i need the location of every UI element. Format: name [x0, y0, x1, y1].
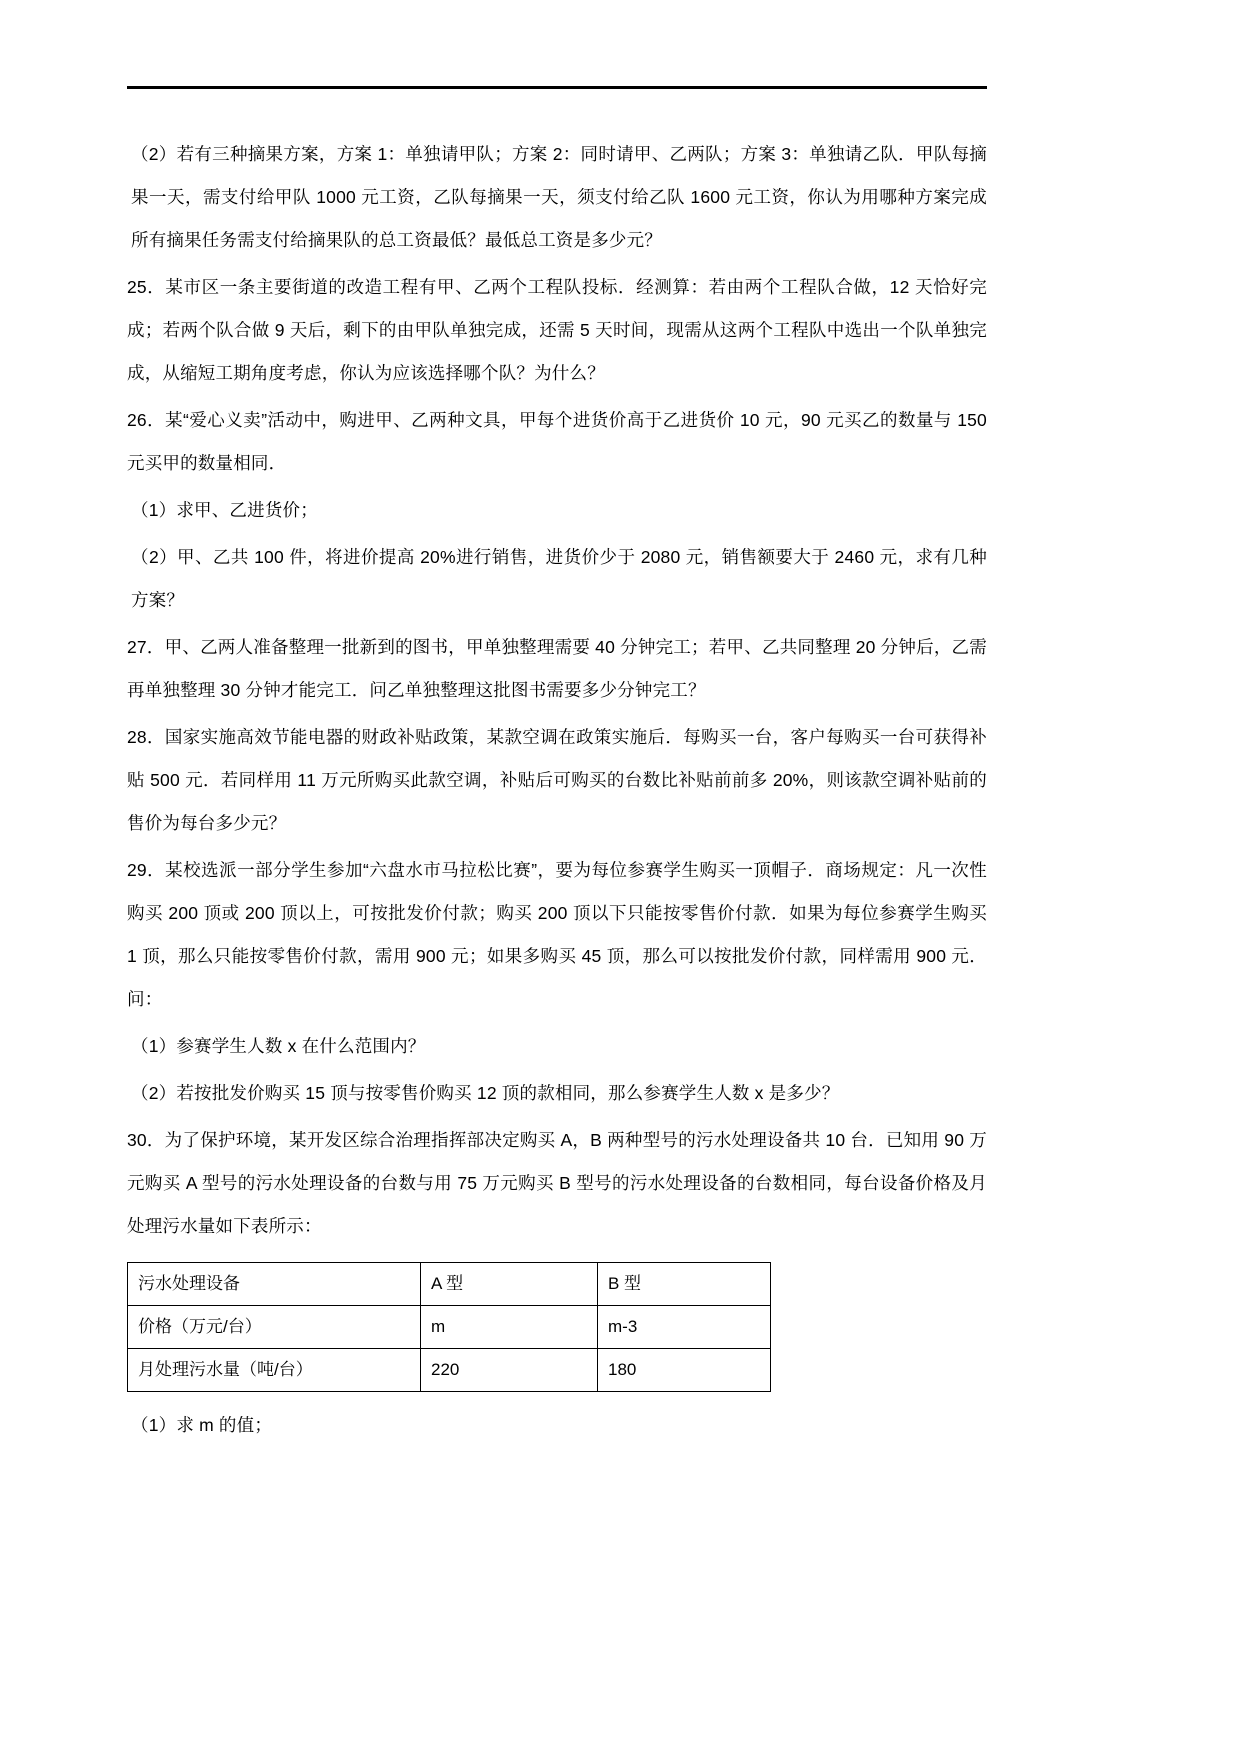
question-30-part1: （1）求 m 的值； [131, 1415, 273, 1435]
table-cell-price-a: m [421, 1306, 598, 1349]
header-divider [127, 86, 987, 89]
table-cell-capacity-b: 180 [598, 1349, 771, 1392]
table-row [128, 1306, 771, 1349]
table-row [128, 1349, 771, 1392]
question-24-part2: （2）若有三种摘果方案，方案 1：单独请甲队；方案 2：同时请甲、乙两队；方案 3：单独请乙队．甲队每摘果一天，需支付给甲队 1000 元工资，乙队每摘果一天，须支付给乙队 1600 元工资，你认为用哪种方案完成所有摘果任务需支付给摘果队的总工资最低？最低总工资是多少元？ [131, 144, 987, 250]
question-27: 27．甲、乙两人准备整理一批新到的图书，甲单独整理需要 40 分钟完工；若甲、乙共同整理 20 分钟后，乙需再单独整理 30 分钟才能完工．问乙单独整理这批图书需要多少分钟完工？ [127, 637, 987, 700]
table-header-type-a: A 型 [421, 1263, 598, 1306]
table-cell-capacity-a: 220 [421, 1349, 598, 1392]
question-26-part2: （2）甲、乙共 100 件，将进价提高 20%进行销售，进货价少于 2080 元，销售额要大于 2460 元，求有几种方案？ [131, 547, 987, 610]
question-25: 25．某市区一条主要街道的改造工程有甲、乙两个工程队投标．经测算：若由两个工程队合做，12 天恰好完成；若两个队合做 9 天后，剩下的由甲队单独完成，还需 5 天时间，现需从这两个工程队中选出一个队单独完成，从缩短工期角度考虑，你认为应该选择哪个队？为什么？ [127, 277, 987, 383]
question-28: 28．国家实施高效节能电器的财政补贴政策，某款空调在政策实施后．每购买一台，客户每购买一台可获得补贴 500 元．若同样用 11 万元所购买此款空调，补贴后可购买的台数比补贴前前多 20%，则该款空调补贴前的售价为每台多少元？ [127, 727, 987, 833]
table-row-header [128, 1263, 771, 1306]
table-cell-price-b: m-3 [598, 1306, 771, 1349]
page-content [127, 86, 987, 1451]
table-header-equipment: 污水处理设备 [128, 1263, 421, 1306]
question-29: 29．某校选派一部分学生参加“六盘水市马拉松比赛”，要为每位参赛学生购买一顶帽子．商场规定：凡一次性购买 200 顶或 200 顶以上，可按批发价付款；购买 200 顶以下只能按零售价付款．如果为每位参赛学生购买 1 顶，那么只能按零售价付款，需用 900 元；如果多购买 45 顶，那么可以按批发价付款，同样需用 900 元．问： [127, 860, 987, 1009]
table-cell-price-label: 价格（万元/台） [128, 1306, 421, 1349]
table-cell-capacity-label: 月处理污水量（吨/台） [128, 1349, 421, 1392]
question-30: 30．为了保护环境，某开发区综合治理指挥部决定购买 A，B 两种型号的污水处理设备共 10 台．已知用 90 万元购买 A 型号的污水处理设备的台数与用 75 万元购买 B 型号的污水处理设备的台数相同，每台设备价格及月处理污水量如下表所示： [127, 1130, 987, 1236]
question-29-part1: （1）参赛学生人数 x 在什么范围内？ [131, 1036, 426, 1056]
question-26-part1: （1）求甲、乙进货价； [131, 500, 318, 520]
question-26: 26．某“爱心义卖”活动中，购进甲、乙两种文具，甲每个进货价高于乙进货价 10 元，90 元买乙的数量与 150 元买甲的数量相同． [127, 410, 987, 473]
question-29-part2: （2）若按批发价购买 15 顶与按零售价购买 12 顶的款相同，那么参赛学生人数 x 是多少？ [131, 1083, 840, 1103]
equipment-table [127, 1262, 771, 1392]
table-header-type-b: B 型 [598, 1263, 771, 1306]
